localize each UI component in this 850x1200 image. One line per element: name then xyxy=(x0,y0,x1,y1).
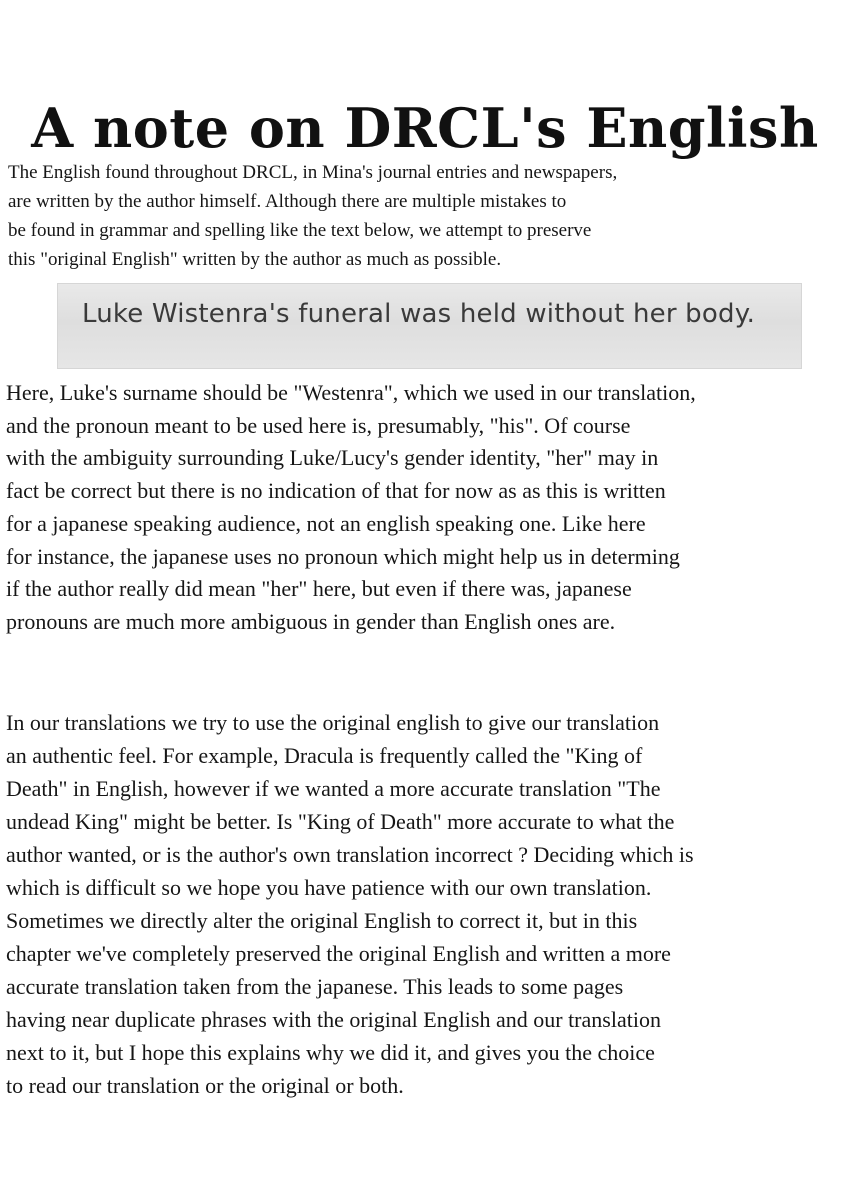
page-title: A note on DRCL's English xyxy=(31,96,819,161)
intro-line: be found in grammar and spelling like the text below, we attempt to preserve xyxy=(8,220,592,241)
explanation-paragraph xyxy=(6,377,846,639)
translation-approach-paragraph xyxy=(6,706,846,1102)
quoted-excerpt-text: Luke Wistenra's funeral was held without her body. xyxy=(82,299,756,329)
paragraph-line: pronouns are much more ambiguous in gender than English ones are. xyxy=(6,608,616,634)
paragraph-line: author wanted, or is the author's own translation incorrect ? Deciding which is xyxy=(6,842,694,867)
paragraph-line: with the ambiguity surrounding Luke/Lucy's gender identity, "her" may in xyxy=(6,445,659,471)
paragraph-line: Death" in English, however if we wanted a more accurate translation "The xyxy=(6,776,661,801)
paragraph-line: chapter we've completely preserved the original English and written a more xyxy=(6,941,671,966)
paragraph-line: to read our translation or the original or both. xyxy=(6,1073,404,1098)
quoted-excerpt-image xyxy=(57,283,802,369)
intro-line: this "original English" written by the author as much as possible. xyxy=(8,249,502,270)
paragraph-line: Sometimes we directly alter the original English to correct it, but in this xyxy=(6,908,638,933)
paragraph-line: having near duplicate phrases with the original English and our translation xyxy=(6,1007,661,1032)
paragraph-line: and the pronoun meant to be used here is, presumably, "his". Of course xyxy=(6,412,631,438)
paragraph-line: accurate translation taken from the japanese. This leads to some pages xyxy=(6,974,624,999)
paragraph-line: In our translations we try to use the original english to give our translation xyxy=(6,710,660,735)
paragraph-line: for instance, the japanese uses no pronoun which might help us in determing xyxy=(6,543,680,569)
paragraph-line: which is difficult so we hope you have patience with our own translation. xyxy=(6,875,652,900)
paragraph-line: next to it, but I hope this explains why we did it, and gives you the choice xyxy=(6,1040,655,1065)
paragraph-line: fact be correct but there is no indication of that for now as as this is written xyxy=(6,478,666,504)
paragraph-line: Here, Luke's surname should be "Westenra", which we used in our translation, xyxy=(6,380,696,405)
intro-line: The English found throughout DRCL, in Mina's journal entries and newspapers, xyxy=(8,162,618,183)
paragraph-line: an authentic feel. For example, Dracula is frequently called the "King of xyxy=(6,743,643,768)
paragraph-line: undead King" might be better. Is "King of Death" more accurate to what the xyxy=(6,809,675,834)
paragraph-line: for a japanese speaking audience, not an english speaking one. Like here xyxy=(6,510,646,536)
intro-paragraph xyxy=(8,158,838,274)
paragraph-line: if the author really did mean "her" here, but even if there was, japanese xyxy=(6,576,632,602)
intro-line: are written by the author himself. Although there are multiple mistakes to xyxy=(8,191,567,212)
